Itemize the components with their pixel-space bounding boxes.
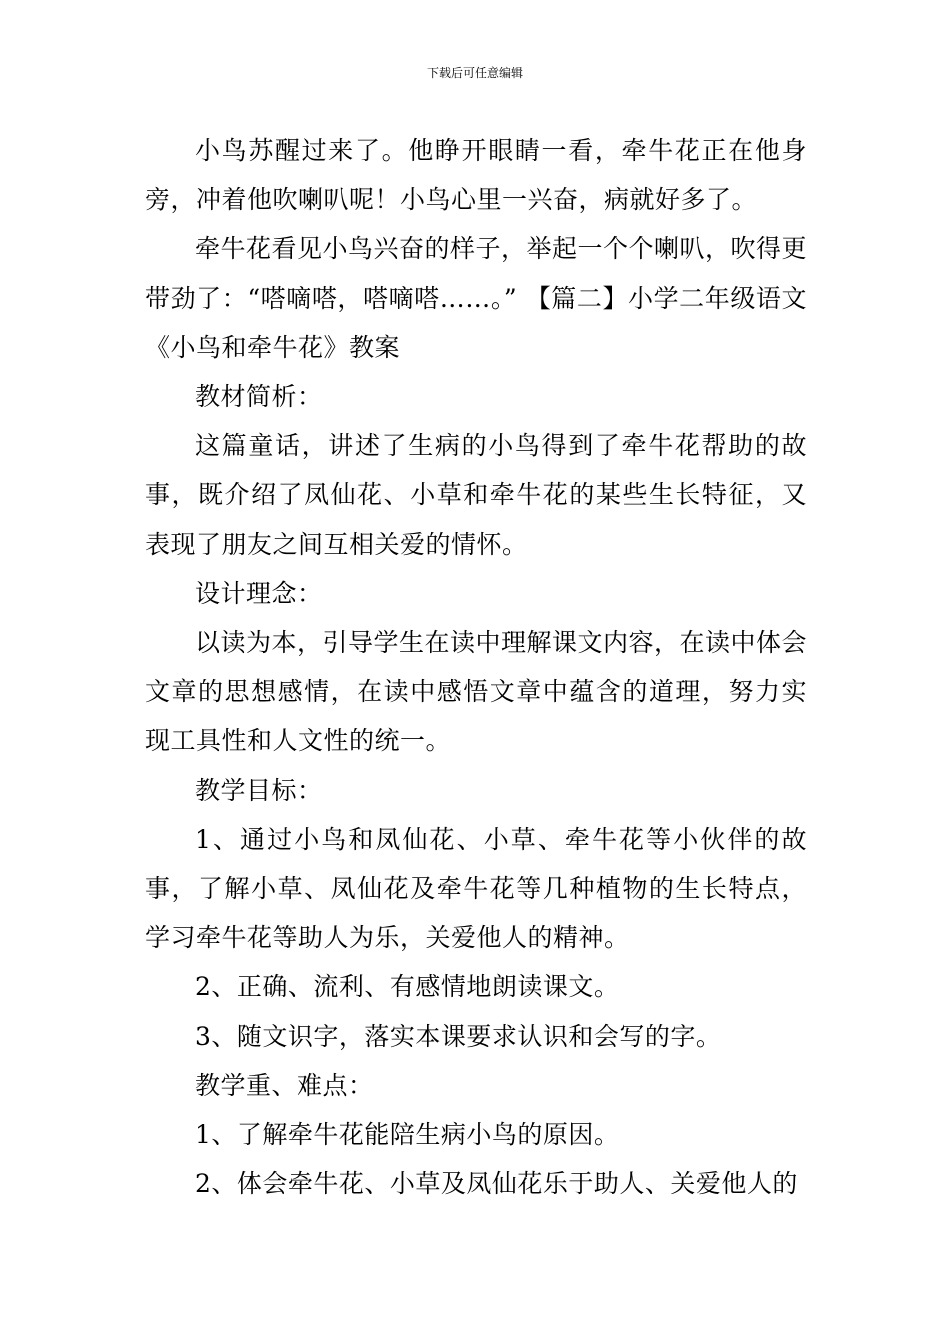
paragraph: 小鸟苏醒过来了。他睁开眼睛一看，牵牛花正在他身旁，冲着他吹喇叭呢！小鸟心里一兴奋，病就好多了。 [145, 136, 807, 215]
list-item: 2、正确、流利、有感情地朗读课文。 [195, 972, 620, 1002]
section-heading: 教学重、难点： [195, 1070, 374, 1100]
document-body [145, 126, 807, 1208]
paragraph: 牵牛花看见小鸟兴奋的样子，举起一个个喇叭，吹得更带劲了：“嗒嘀嗒，嗒嘀嗒……。” 【篇二】小学二年级语文《小鸟和牵牛花》教案 [145, 234, 808, 362]
paragraph: 这篇童话，讲述了生病的小鸟得到了牵牛花帮助的故事，既介绍了凤仙花、小草和牵牛花的某些生长特征，又表现了朋友之间互相关爱的情怀。 [145, 431, 807, 559]
list-item: 2、体会牵牛花、小草及凤仙花乐于助人、关爱他人的 [195, 1169, 798, 1199]
section-heading: 教材简析： [195, 382, 323, 412]
list-item: 1、了解牵牛花能陪生病小鸟的原因。 [195, 1120, 620, 1150]
paragraph: 以读为本，引导学生在读中理解课文内容，在读中体会文章的思想感情，在读中感悟文章中蕴含的道理，努力实现工具性和人文性的统一。 [145, 628, 808, 756]
page-header: 下载后可任意编辑 [426, 66, 523, 80]
list-item: 3、随文识字，落实本课要求认识和会写的字。 [195, 1021, 722, 1051]
section-heading: 教学目标： [195, 775, 323, 805]
section-heading: 设计理念： [195, 578, 323, 608]
list-item: 1、通过小鸟和凤仙花、小草、牵牛花等小伙伴的故事，了解小草、凤仙花及牵牛花等几种植物的生长特点，学习牵牛花等助人为乐，关爱他人的精神。 [145, 824, 807, 953]
